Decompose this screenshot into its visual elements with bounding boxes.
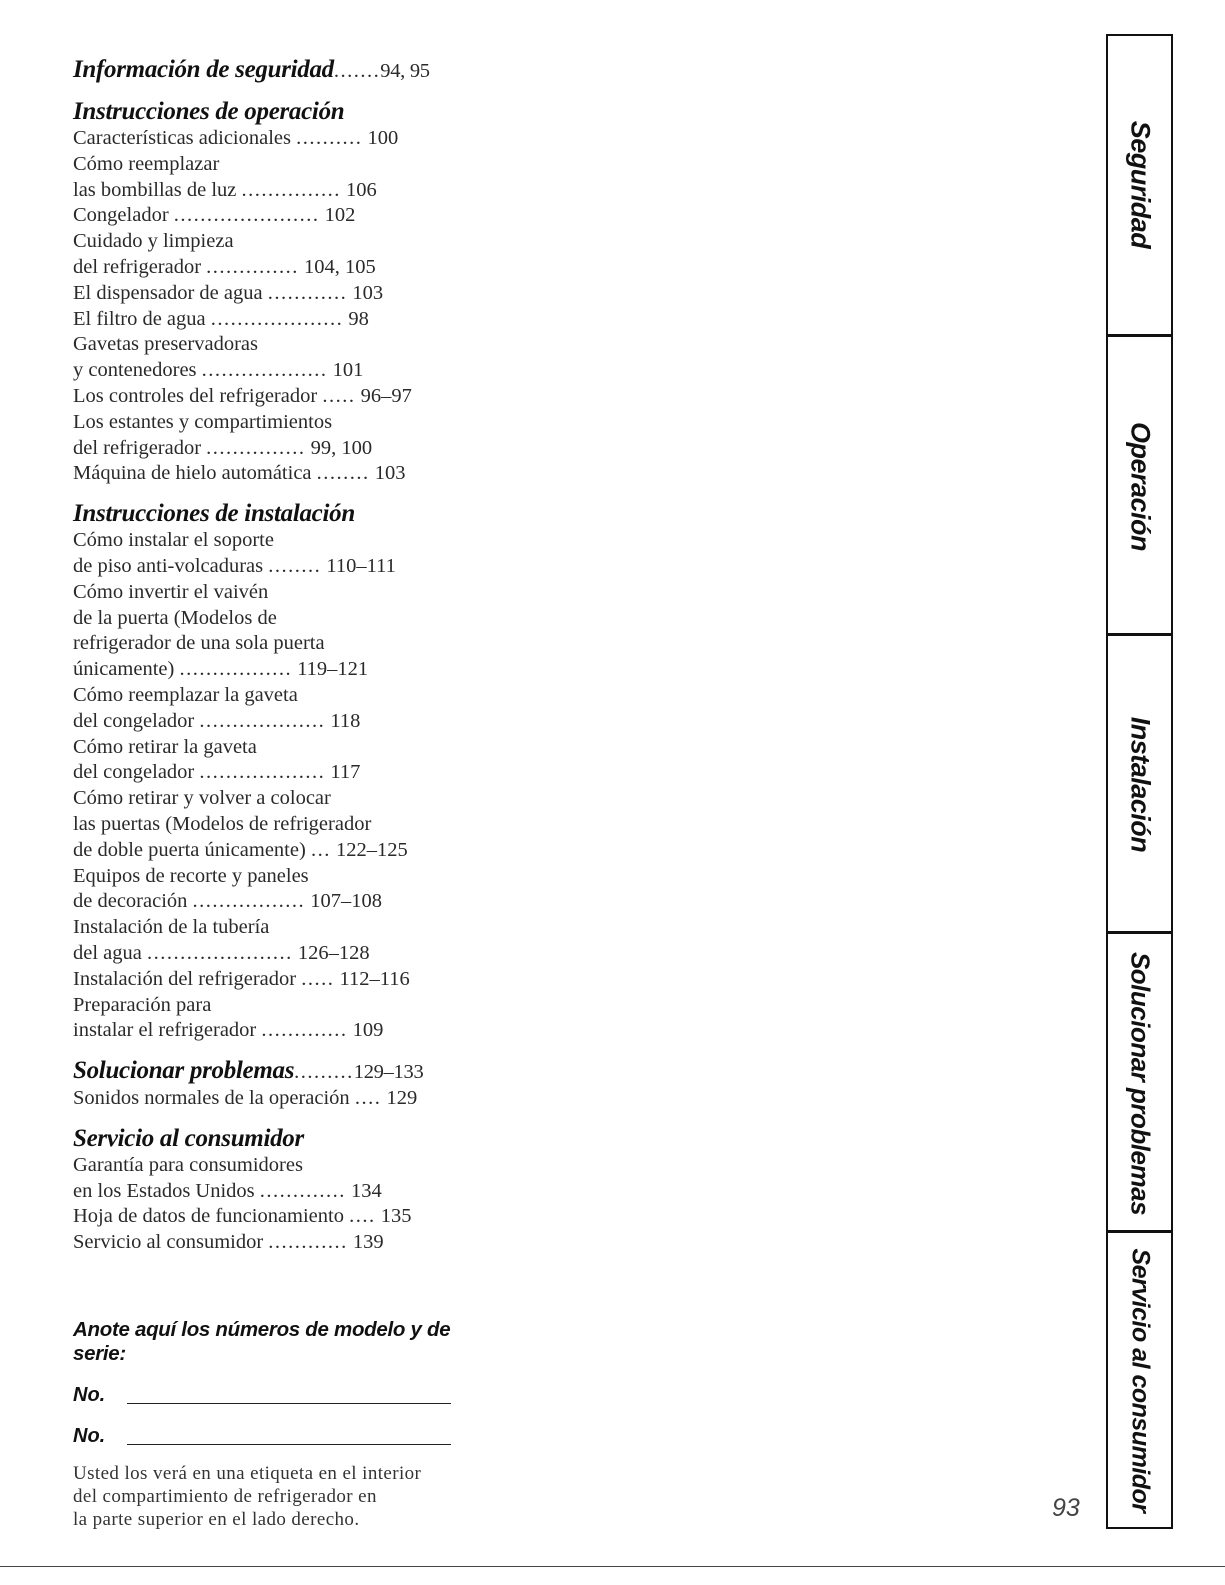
toc-leader-dots: ...................... [147,941,293,964]
toc-page-numbers: 102 [324,204,356,227]
toc-entry-text: instalar el refrigerador [73,1019,257,1042]
toc-entry-text: El dispensador de agua [73,281,263,304]
toc-entry[interactable] [73,993,473,1045]
toc-entry-text: El filtro de agua [73,307,206,330]
toc-entry-line [73,461,473,487]
toc-entry-line [73,735,473,761]
toc-page-numbers: 135 [380,1205,412,1228]
toc-entry[interactable] [73,864,473,916]
section-tabs [1106,34,1173,1529]
toc-leader-dots: ................... [199,761,326,784]
toc-section-title-text: Solucionar problemas [73,1057,295,1085]
toc-entry[interactable] [73,1086,473,1112]
toc-entry-text: de la puerta (Modelos de [73,606,277,629]
toc-entry-line [73,709,473,735]
toc-page-numbers: 129 [386,1087,418,1110]
toc-entry-text: Hoja de datos de funcionamiento [73,1205,344,1228]
toc-entry-line [73,229,473,255]
toc-entry-text: de piso anti-volcaduras [73,554,264,577]
toc-entry-text: del refrigerador [73,255,202,278]
toc-page-numbers: 96–97 [360,384,412,407]
toc-section-title[interactable] [73,1057,473,1086]
toc-entry[interactable] [73,786,473,863]
toc-page-numbers: 106 [346,178,377,201]
toc-leader-dots: ................... [201,359,328,382]
section-tab[interactable] [1108,36,1171,334]
toc-section-title[interactable] [73,1125,473,1153]
toc-entry-text: Los estantes y compartimientos [73,410,333,433]
toc-entry-text: del congelador [73,709,195,732]
toc-entry[interactable] [73,281,473,307]
toc-leader-dots: ........ [268,554,322,577]
model-number-blank[interactable] [127,1403,451,1404]
toc-entry-line [73,307,473,333]
section-tab[interactable] [1108,1230,1171,1527]
toc-leader-dots: ................. [192,890,306,913]
toc-entry-text: Cómo invertir el vaivén [73,580,269,603]
toc-page-numbers: 109 [352,1019,384,1042]
serial-number-blank[interactable] [127,1444,451,1445]
record-note-line: Usted los verá en una etiqueta en el interior [73,1463,422,1484]
toc-entry-text: Cómo instalar el soporte [73,529,274,552]
toc-leader-dots: .................... [210,307,344,330]
toc-entry-text: Los controles del refrigerador [73,384,318,407]
record-note-line: del compartimiento de refrigerador en [73,1486,377,1507]
toc-leader-dots: ............. [261,1019,348,1042]
toc-entry[interactable] [73,461,473,487]
toc-entry[interactable] [73,332,473,384]
toc-leader-dots: ..... [322,384,356,407]
toc-section-title[interactable] [73,98,473,126]
toc-leader-dots: ...................... [173,204,320,227]
toc-entry-line [73,554,473,580]
toc-leader-dots: ......... [294,1061,354,1084]
toc-page-numbers: 129–133 [353,1061,424,1084]
toc-entry-text: Cómo retirar y volver a colocar [73,787,331,810]
toc-entry-text: Cómo reemplazar la gaveta [73,683,298,706]
section-tab[interactable] [1108,633,1171,931]
toc-entry-line [73,384,473,410]
toc-entry-text: de decoración [73,890,188,913]
toc-entry[interactable] [73,229,473,281]
toc-page-numbers: 103 [374,462,406,485]
toc-page-numbers: 134 [351,1179,382,1202]
toc-entry-line [73,915,473,941]
toc-entry-text: Servicio al consumidor [73,1231,264,1254]
table-of-contents [73,56,473,1269]
toc-section [73,56,473,85]
toc-entry-text: del refrigerador [73,436,202,459]
toc-entry-line [73,580,473,606]
record-heading: Anote aquí los números de modelo y de serie: [73,1318,451,1365]
toc-entry-text: Congelador [73,204,169,227]
toc-entry-line [73,1204,473,1230]
toc-entry-line [73,1179,473,1205]
toc-section [73,500,473,1044]
toc-entry[interactable] [73,580,473,683]
toc-entry-text: del congelador [73,761,195,784]
record-note-line: la parte superior en el lado derecho. [73,1509,360,1530]
toc-page-numbers: 94, 95 [380,60,430,82]
toc-leader-dots: ................. [179,658,293,681]
toc-entry[interactable] [73,203,473,229]
toc-section-title-text: Instrucciones de instalación [73,500,355,528]
toc-entry-text: Gavetas preservadoras [73,333,258,356]
toc-leader-dots: ............ [267,281,348,304]
toc-entry[interactable] [73,126,473,152]
toc-entry[interactable] [73,410,473,462]
toc-entry-line [73,126,473,152]
toc-page-numbers: 99, 100 [310,436,373,459]
toc-entry-text: las puertas (Modelos de refrigerador [73,812,372,835]
toc-page-numbers: 122–125 [335,838,408,861]
section-tab-label: Servicio al consumidor [1126,1248,1154,1513]
toc-entry-line [73,152,473,178]
toc-entry-line [73,941,473,967]
toc-entry-text: Máquina de hielo automática [73,462,312,485]
toc-entry[interactable] [73,528,473,580]
model-number-line [73,1384,493,1407]
toc-entry-line [73,993,473,1019]
toc-entry-text: refrigerador de una sola puerta [73,632,325,655]
toc-entry[interactable] [73,1204,473,1230]
toc-page-numbers: 118 [330,709,361,732]
toc-entry-text: Características adicionales [73,127,291,149]
toc-section-title[interactable] [73,56,473,85]
toc-entry-text: Instalación del refrigerador [73,967,297,990]
toc-page-numbers: 117 [330,761,361,784]
toc-page-numbers: 119–121 [297,658,369,681]
toc-leader-dots: ............. [259,1179,346,1202]
toc-section [73,1057,473,1112]
toc-entry-line [73,657,473,683]
toc-entry-line [73,812,473,838]
toc-entry-line [73,889,473,915]
toc-entry-line [73,606,473,632]
toc-entry-line [73,281,473,307]
toc-entry[interactable] [73,152,473,204]
toc-entry[interactable] [73,915,473,967]
toc-section-title-text: Información de seguridad [73,56,334,83]
toc-leader-dots: .......... [296,127,363,149]
toc-page-numbers: 112–116 [339,967,410,990]
toc-leader-dots: .............. [206,255,299,278]
toc-leader-dots: ............... [241,178,341,201]
toc-leader-dots: ................... [199,709,326,732]
toc-section [73,98,473,487]
toc-entry[interactable] [73,967,473,993]
toc-leader-dots: ... [310,838,331,861]
toc-page-numbers: 104, 105 [304,255,376,278]
toc-page-numbers: 98 [348,307,369,330]
toc-entry[interactable] [73,683,473,735]
toc-entry-text: Cómo reemplazar [73,152,220,175]
toc-entry-line [73,255,473,281]
section-tab-label: Operación [1125,421,1155,552]
toc-entry-line [73,178,473,204]
toc-entry[interactable] [73,1153,473,1205]
toc-entry-text: Preparación para [73,993,212,1016]
section-tab-label: Solucionar problemas [1125,951,1155,1216]
toc-entry-line [73,760,473,786]
toc-entry-line [73,203,473,229]
model-serial-record [73,1318,493,1531]
section-tab[interactable] [1108,931,1171,1230]
toc-leader-dots: .... [354,1087,382,1110]
toc-entry-text: las bombillas de luz [73,178,237,201]
toc-leader-dots: ..... [301,967,335,990]
section-tab-label: Seguridad [1125,120,1155,249]
record-note [73,1462,493,1531]
toc-page-numbers: 139 [352,1231,384,1254]
serial-number-line [73,1425,493,1448]
toc-entry-text: únicamente) [73,658,175,681]
toc-entry-line [73,967,473,993]
toc-entry[interactable] [73,384,473,410]
toc-entry-line [73,1086,473,1112]
model-number-label: No. [73,1384,106,1406]
toc-entry-line [73,1153,473,1179]
toc-entry-text: Instalación de la tubería [73,916,270,939]
toc-entry-text: y contenedores [73,359,197,382]
toc-entry[interactable] [73,1230,473,1256]
serial-number-label: No. [73,1425,106,1447]
toc-leader-dots: ........ [316,462,370,485]
toc-entry-line [73,332,473,358]
toc-entry-line [73,786,473,812]
toc-page-numbers: 101 [332,359,364,382]
toc-entry-text: en los Estados Unidos [73,1179,255,1202]
toc-section-title-text: Instrucciones de operación [73,98,345,125]
toc-entry-line [73,436,473,462]
toc-page-numbers: 103 [352,281,384,304]
section-tab[interactable] [1108,334,1171,633]
toc-page-numbers: 126–128 [297,941,370,964]
toc-entry[interactable] [73,307,473,333]
toc-page-numbers: 100 [367,127,399,149]
toc-entry-text: Sonidos normales de la operación [73,1087,350,1110]
toc-entry-line [73,838,473,864]
toc-leader-dots: ............ [268,1231,348,1254]
toc-entry-line [73,1230,473,1256]
toc-page-numbers: 110–111 [326,554,396,577]
section-tab-label: Instalación [1125,716,1155,853]
toc-entry-text: Garantía para consumidores [73,1153,303,1176]
toc-entry-line [73,864,473,890]
toc-section [73,1125,473,1256]
page-number: 93 [1052,1494,1080,1522]
toc-entry[interactable] [73,735,473,787]
toc-section-title-text: Servicio al consumidor [73,1124,304,1152]
toc-entry-text: Cómo retirar la gaveta [73,735,257,758]
toc-entry-line [73,410,473,436]
toc-leader-dots: ....... [333,60,381,82]
toc-entry-text: de doble puerta únicamente) [73,838,306,861]
toc-leader-dots: ............... [206,436,306,459]
toc-page-numbers: 107–108 [310,890,383,913]
toc-entry-text: Cuidado y limpieza [73,230,234,253]
toc-entry-line [73,683,473,709]
toc-entry-line [73,631,473,657]
toc-entry-text: del agua [73,941,142,964]
toc-section-title[interactable] [73,500,473,528]
bottom-rule [0,1566,1225,1567]
toc-entry-line [73,1018,473,1044]
toc-entry-line [73,358,473,384]
toc-entry-text: Equipos de recorte y paneles [73,864,309,887]
toc-entry-line [73,528,473,554]
toc-leader-dots: .... [349,1205,376,1228]
